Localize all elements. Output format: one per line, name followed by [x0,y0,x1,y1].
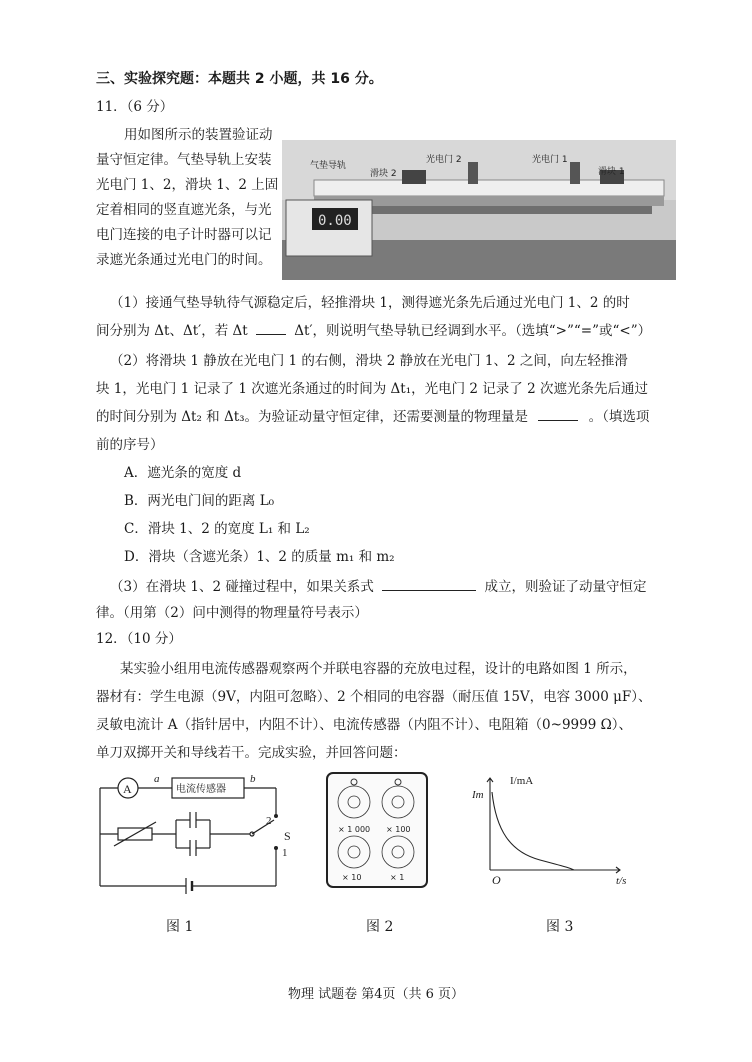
option-b: B．两光电门间的距离 L₀ [124,493,275,509]
q12-line: 灵敏电流计 A（指针居中，内阻不计）、电流传感器（内阻不计）、电阻箱（0~9999 Ω）、 [96,717,633,733]
q12-line: 某实验小组用电流传感器观察两个并联电容器的充放电过程，设计的电路如图 1 所示， [120,661,637,677]
q11-part2-line2: 块 1，光电门 1 记录了 1 次遮光条通过的时间为 Δt₁，光电门 2 记录了 2 次遮光条先后通过 [96,381,648,397]
y-axis-label: I/mA [510,775,534,787]
figure-2-caption: 图 2 [366,919,394,935]
node-a-label: a [154,773,160,785]
photo-label-slider2: 滑块 2 [370,169,397,179]
node-b-label: b [250,773,256,785]
q11-part1-line2 [96,322,651,341]
q11-number: 11．（6 分） [96,99,174,115]
switch-pos1-label: 1 [282,847,288,859]
q11-part3-line1 [110,578,646,597]
photo-label-gate2: 光电门 2 [426,155,462,165]
figure-3-caption: 图 3 [546,919,574,935]
option-d: D．滑块（含遮光条）1、2 的质量 m₁ 和 m₂ [124,549,395,565]
dial-x1-label: × 1 [390,873,405,882]
q12-number: 12．（10 分） [96,631,182,647]
im-label: Im [472,789,484,801]
answer-blank-relation[interactable] [382,578,476,591]
dial-x1000-label: × 1 000 [338,825,371,834]
q11-part2-text-b: 。（填选项 [588,409,650,425]
dial-x10-label: × 10 [342,873,362,882]
dial-x100-label: × 100 [386,825,411,834]
figure-1-circuit [90,768,310,898]
q11-part1-text-a: 间分别为 Δt、Δt′，若 Δt [96,323,248,339]
q11-intro-line: 录遮光条通过光电门的时间。 [96,252,272,268]
q11-part1-line1: （1）接通气垫导轨待气源稳定后，轻推滑块 1，测得遮光条先后通过光电门 1、2 的时 [110,295,630,311]
figure-2-resistance-box [326,772,428,888]
switch-label: S [284,829,291,843]
q11-intro-line: 量守恒定律。气垫导轨上安装 [96,152,272,168]
q11-part2-line1: （2）将滑块 1 静放在光电门 1 的右侧，滑块 2 静放在光电门 1、2 之间，向左轻推滑 [110,353,628,369]
option-a: A．遮光条的宽度 d [124,465,242,481]
timer-display: 0.00 [318,213,352,229]
answer-blank-quantity[interactable] [538,408,578,421]
figure-3-current-curve [470,770,640,890]
figure-1-caption: 图 1 [166,919,194,935]
switch-pos2-label: 2 [266,815,272,827]
q11-intro-line: 用如图所示的装置验证动 [124,127,273,143]
q11-intro-line: 定着相同的竖直遮光条，与光 [96,202,272,218]
apparatus-photo [282,140,676,280]
q11-part3-text-a: （3）在滑块 1、2 碰撞过程中，如果关系式 [110,579,374,595]
q11-intro-line: 光电门 1、2，滑块 1、2 上固 [96,177,279,193]
photo-label-air-track: 气垫导轨 [310,161,347,171]
photo-label-gate1: 光电门 1 [532,155,568,165]
q11-part2-line4: 前的序号） [96,437,164,453]
section-heading: 三、实验探究题：本题共 2 小题，共 16 分。 [96,71,383,87]
option-c: C．滑块 1、2 的宽度 L₁ 和 L₂ [124,521,310,537]
sensor-label: 电流传感器 [176,784,226,795]
q11-part2-text-a: 的时间分别为 Δt₂ 和 Δt₃。为验证动量守恒定律，还需要测量的物理量是 [96,409,529,425]
page-footer: 物理 试题卷 第4页（共 6 页） [287,987,465,1002]
q11-part1-text-b: Δt′，则说明气垫导轨已经调到水平。（选填“>”“=”或“<”） [294,323,652,339]
origin-label: O [492,873,501,887]
q12-line: 单刀双掷开关和导线若干。完成实验，并回答问题： [96,745,407,761]
ammeter-label: A [123,782,132,796]
answer-blank-compare[interactable] [256,322,286,335]
x-axis-label: t/s [616,875,627,887]
q12-line: 器材有：学生电源（9V，内阻可忽略）、2 个相同的电容器（耐压值 15V，电容 3000 μF）、 [96,689,652,705]
q11-part3-text-b: 成立，则验证了动量守恒定 [484,579,647,595]
q11-intro-line: 电门连接的电子计时器可以记 [96,227,272,243]
q11-part3-line2: 律。（用第（2）问中测得的物理量符号表示） [96,605,368,621]
q11-part2-line3 [96,408,649,427]
photo-label-slider1: 滑块 1 [598,167,625,177]
